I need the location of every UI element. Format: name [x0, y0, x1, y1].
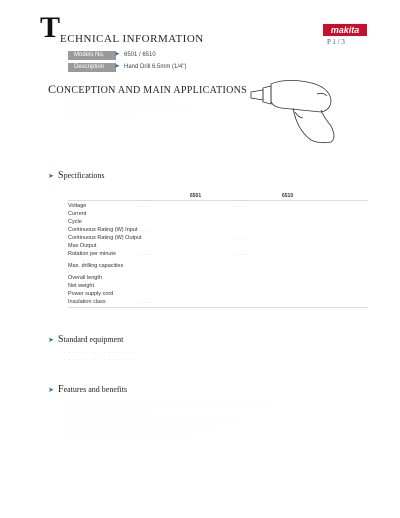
spec-col-2: 6510	[282, 193, 294, 199]
arrow-right-icon: ➤	[48, 336, 54, 344]
spec-row-label: Rotation per minute	[68, 251, 116, 257]
description-label: Description	[68, 63, 116, 72]
arrow-right-icon: ➤	[114, 62, 120, 70]
spec-row-label: Continuous Rating (W) Output	[68, 235, 142, 241]
spec-row-label: Max Output	[68, 243, 97, 249]
arrow-right-icon: ➤	[48, 386, 54, 394]
spec-row-label: Continuous Rating (W) Input	[68, 227, 138, 233]
spec-row-label: Insulation class	[68, 299, 106, 305]
models-value: 6501 / 6510	[124, 52, 156, 58]
spec-col-1: 6501	[190, 193, 202, 199]
section-concept: CONCEPTION AND MAIN APPLICATIONS	[48, 82, 248, 96]
page-title: ECHNICAL INFORMATION	[60, 33, 204, 45]
spec-row-label: Net weight	[68, 283, 94, 289]
page-number: P 1 / 3	[327, 38, 345, 46]
title-initial: T	[40, 11, 61, 44]
drill-illustration	[245, 78, 345, 158]
models-label: Models No.	[68, 51, 116, 60]
spec-row-label: Max. drilling capacities	[68, 263, 124, 269]
section-specifications: Specifications	[58, 170, 105, 181]
arrow-right-icon: ➤	[114, 50, 120, 58]
divider	[68, 307, 368, 308]
spec-row-label: Overall length	[68, 275, 102, 281]
section-standard-equipment: Standard equipment	[58, 334, 124, 345]
spec-row-label: Power supply cord	[68, 291, 114, 297]
description-value: Hand Drill 6.5mm (1/4")	[124, 64, 187, 70]
brand-logo: makita	[323, 24, 367, 36]
divider	[68, 200, 368, 201]
arrow-right-icon: ➤	[48, 172, 54, 180]
spec-row-label: Cycle	[68, 219, 82, 225]
section-features: Features and benefits	[58, 384, 128, 395]
spec-row-label: Voltage	[68, 203, 87, 209]
spec-row-label: Current	[68, 211, 87, 217]
